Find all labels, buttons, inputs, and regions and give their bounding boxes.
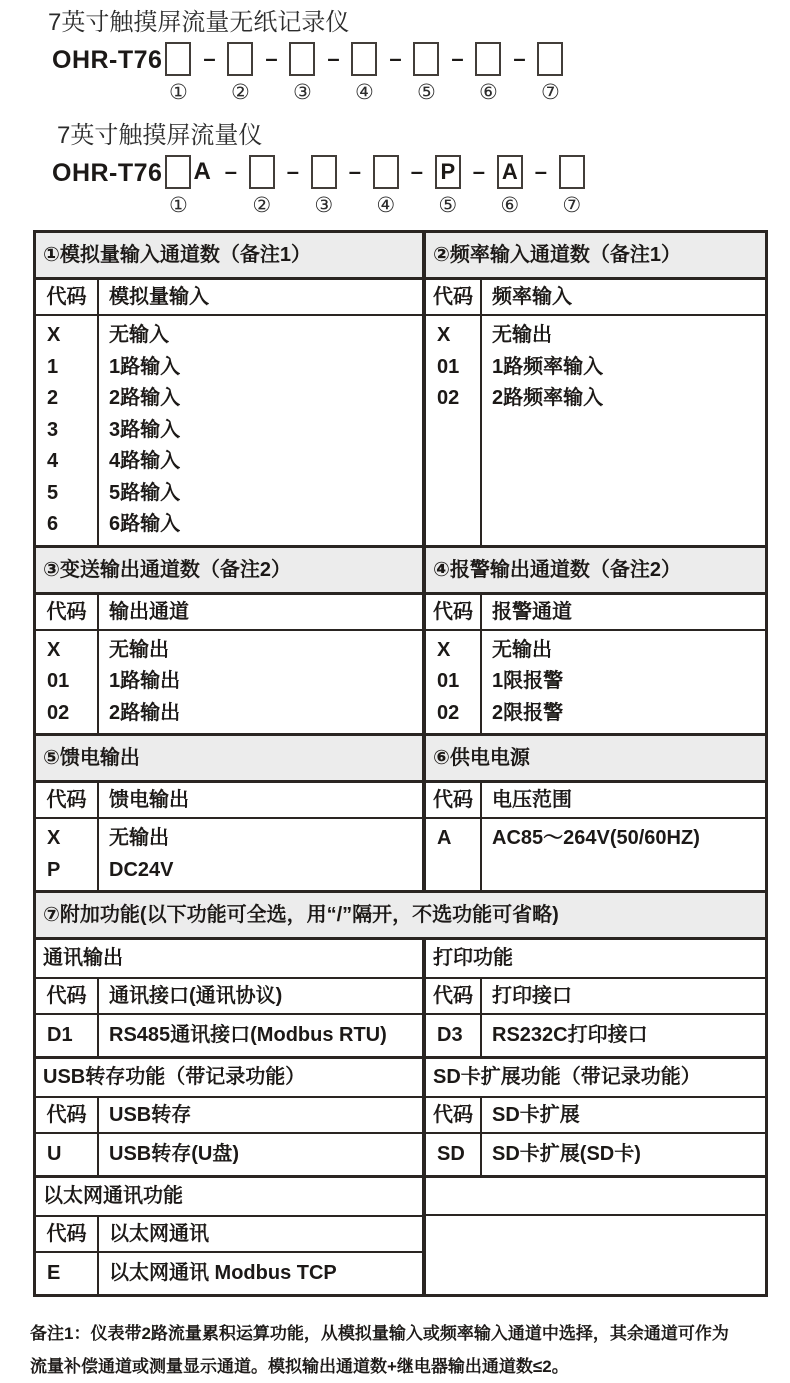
column-header-row [36, 280, 422, 316]
desc-value: 无输出 [109, 827, 169, 849]
subsection-title: 打印功能 [426, 940, 765, 979]
desc-value: 3路输入 [109, 418, 181, 441]
desc-header-cell: 打印接口 [492, 985, 572, 1007]
desc-header-cell: 通讯接口(通讯协议) [109, 985, 283, 1007]
subsection-sd-card [426, 1059, 765, 1175]
data-area [426, 819, 765, 890]
order-table [33, 230, 768, 1297]
data-area [426, 631, 765, 734]
code-value: E [47, 1262, 61, 1284]
desc-value: DC24V [109, 858, 174, 881]
code-value: 01 [437, 670, 460, 692]
model-prefix: OHR-T76 [52, 159, 163, 187]
code-list [426, 819, 482, 890]
desc-value: 1限报警 [492, 670, 564, 692]
model-dash: – [265, 46, 278, 71]
page [0, 8, 790, 1376]
model-segment [537, 42, 563, 105]
column-header-row [426, 1098, 765, 1134]
model-dash: – [389, 46, 402, 71]
code-list [426, 631, 482, 734]
code-value: 01 [47, 670, 70, 692]
code-header-cell: 代码 [426, 979, 482, 1013]
section-title: ⑥供电电源 [426, 736, 765, 783]
desc-value: USB转存(U盘) [109, 1143, 239, 1165]
desc-list [99, 1134, 422, 1175]
section-transmit-output [36, 548, 426, 734]
model-box [165, 42, 191, 76]
table-subsection-ethernet [36, 1175, 765, 1294]
desc-header-cell: 以太网通讯 [109, 1223, 209, 1245]
model-dash: – [534, 159, 547, 184]
desc-header-cell: 馈电输出 [109, 789, 189, 811]
model-segment [289, 42, 315, 105]
position-label: ② [252, 194, 272, 217]
desc-value: 2路输入 [109, 387, 181, 409]
column-header-row [426, 280, 765, 316]
model-segment [475, 42, 501, 105]
model-prefix: OHR-T76 [52, 46, 163, 74]
model-suffix-letter: A [193, 158, 211, 185]
code-value: 01 [437, 355, 460, 378]
subsection-ethernet-comm [36, 1178, 426, 1294]
data-area [36, 1134, 422, 1175]
model-dash: – [327, 46, 340, 71]
model-segment [435, 155, 461, 218]
model-segment [227, 42, 253, 105]
desc-list [482, 819, 765, 890]
product-title: 7英寸触摸屏流量无纸记录仪 [48, 9, 350, 36]
subsection-comm-output [36, 940, 426, 1056]
model-box [413, 42, 439, 76]
table-section-5-6 [36, 733, 765, 890]
desc-list [482, 1015, 765, 1056]
code-value: 6 [47, 513, 59, 535]
desc-value: 2限报警 [492, 701, 564, 724]
desc-header-cell: 电压范围 [492, 789, 572, 811]
code-value: X [47, 638, 61, 661]
model-segment [311, 155, 337, 218]
model-segment [497, 155, 523, 218]
column-header-row [36, 979, 422, 1015]
model-box [227, 42, 253, 76]
desc-value: AC85～264V(50/60HZ) [492, 827, 700, 849]
subsection-usb-transfer [36, 1059, 426, 1175]
column-header-row [36, 783, 422, 819]
code-value: D3 [437, 1024, 463, 1046]
code-value: X [437, 638, 451, 661]
position-label: ⑤ [438, 194, 458, 217]
model-box: P [435, 155, 461, 189]
model-box [249, 155, 275, 189]
model-box [475, 42, 501, 76]
product-block-flowmeter [0, 121, 790, 218]
code-header-cell: 代码 [36, 1217, 99, 1251]
position-label: ⑥ [500, 194, 520, 217]
desc-value: 无输出 [109, 638, 169, 661]
code-list [426, 1134, 482, 1175]
desc-list [99, 631, 422, 734]
desc-list [482, 1134, 765, 1175]
desc-header-cell: SD卡扩展 [492, 1104, 580, 1126]
position-label: ① [169, 194, 188, 217]
model-segment [249, 155, 275, 218]
footnote-line: 流量补偿通道或测量显示通道。模拟输出通道数+继电器输出通道数≤2。 [30, 1357, 569, 1376]
desc-value: RS485通讯接口(Modbus RTU) [109, 1024, 387, 1046]
code-header-cell: 代码 [426, 783, 482, 817]
column-header-row [426, 979, 765, 1015]
desc-list [99, 1253, 422, 1294]
model-segment [165, 155, 191, 218]
code-header-cell: 代码 [36, 280, 99, 314]
section-title: ③变送输出通道数（备注2） [36, 548, 422, 595]
position-label: ⑤ [417, 81, 436, 104]
model-dash: – [203, 46, 216, 71]
code-value: 2 [47, 387, 59, 409]
model-segment [559, 155, 585, 218]
table-subsection-usb-sd [36, 1056, 765, 1175]
code-header-cell: 代码 [36, 783, 99, 817]
desc-header-cell: 模拟量输入 [109, 286, 209, 308]
code-value: P [47, 858, 61, 881]
code-list [36, 631, 99, 734]
section-title: ②频率输入通道数（备注1） [426, 233, 765, 280]
column-header-row [426, 595, 765, 631]
subsection-title: USB转存功能（带记录功能） [36, 1059, 422, 1098]
position-label: ⑦ [541, 81, 560, 104]
position-label: ⑦ [562, 194, 582, 217]
model-box [537, 42, 563, 76]
desc-list [99, 316, 422, 545]
position-label: ③ [293, 81, 312, 104]
section-power-supply [426, 736, 765, 890]
section-title: ④报警输出通道数（备注2） [426, 548, 765, 595]
code-value: 02 [437, 701, 460, 724]
desc-header-cell: 频率输入 [492, 286, 572, 308]
code-value: SD [437, 1143, 465, 1165]
desc-value: 无输出 [492, 638, 552, 661]
desc-value: 6路输入 [109, 513, 181, 535]
data-area [36, 316, 422, 545]
desc-header-cell: 报警通道 [492, 600, 572, 623]
product-title: 7英寸触摸屏流量仪 [57, 122, 263, 149]
column-header-row [36, 595, 422, 631]
subsection-title: SD卡扩展功能（带记录功能） [426, 1059, 765, 1098]
section-title: ①模拟量输入通道数（备注1） [36, 233, 422, 280]
code-header-cell: 代码 [426, 595, 482, 629]
code-header-cell: 代码 [36, 1098, 99, 1132]
code-value: 4 [47, 450, 59, 472]
code-list [426, 1015, 482, 1056]
model-box [289, 42, 315, 76]
position-label: ① [169, 81, 188, 104]
section-analog-input [36, 233, 426, 545]
column-header-row [36, 1217, 422, 1253]
desc-value: SD卡扩展(SD卡) [492, 1143, 641, 1165]
desc-header-cell: 输出通道 [109, 600, 189, 623]
model-dash: – [472, 159, 485, 184]
code-value: A [437, 827, 452, 849]
section-alarm-output [426, 548, 765, 734]
desc-value: 以太网通讯 Modbus TCP [109, 1262, 337, 1284]
subsection-empty [426, 1178, 765, 1294]
code-list [36, 1253, 99, 1294]
desc-list [482, 316, 765, 545]
section-frequency-input [426, 233, 765, 545]
code-value: 02 [47, 701, 70, 724]
code-list [36, 316, 99, 545]
table-section-3-4 [36, 545, 765, 734]
desc-list [482, 631, 765, 734]
code-header-cell: 代码 [36, 979, 99, 1013]
code-value: 1 [47, 355, 59, 378]
code-list [36, 819, 99, 890]
code-list [36, 1134, 99, 1175]
desc-header-cell: USB转存 [109, 1104, 192, 1126]
position-label: ④ [355, 81, 374, 104]
model-box [165, 155, 191, 189]
position-label: ② [231, 81, 250, 104]
model-row [52, 42, 790, 105]
desc-value: 1路输入 [109, 355, 181, 378]
code-value: X [47, 827, 61, 849]
model-dash: – [348, 159, 361, 184]
code-value: D1 [47, 1024, 73, 1046]
data-area [426, 1015, 765, 1056]
section-feed-output [36, 736, 426, 890]
position-label: ⑥ [479, 81, 498, 104]
code-value: 5 [47, 481, 59, 504]
empty-cell [426, 1178, 765, 1216]
section-title: ⑤馈电输出 [36, 736, 422, 783]
desc-value: 1路频率输入 [492, 355, 604, 378]
subsection-print-function [426, 940, 765, 1056]
desc-value: RS232C打印接口 [492, 1024, 648, 1046]
model-box [351, 42, 377, 76]
data-area [36, 631, 422, 734]
desc-value: 2路频率输入 [492, 387, 604, 409]
desc-list [99, 819, 422, 890]
section-title-additional-functions: ⑦附加功能(以下功能可全选，用“/”隔开，不选功能可省略) [36, 890, 765, 940]
model-box: A [497, 155, 523, 189]
subsection-title: 通讯输出 [36, 940, 422, 979]
model-box [559, 155, 585, 189]
code-value: U [47, 1143, 62, 1165]
desc-list [99, 1015, 422, 1056]
data-area [36, 819, 422, 890]
desc-value: 4路输入 [109, 450, 181, 472]
code-header-cell: 代码 [426, 1098, 482, 1132]
footnote [30, 1317, 760, 1383]
model-segment [413, 42, 439, 105]
column-header-row [426, 783, 765, 819]
desc-value: 无输出 [492, 324, 552, 346]
code-value: X [437, 324, 451, 346]
position-label: ③ [314, 194, 334, 217]
table-section-1-2 [36, 233, 765, 545]
desc-value: 1路输出 [109, 670, 181, 692]
product-block-recorder [0, 8, 790, 105]
code-value: 02 [437, 387, 460, 409]
data-area [426, 1134, 765, 1175]
code-list [36, 1015, 99, 1056]
code-header-cell: 代码 [36, 595, 99, 629]
empty-cell [426, 1216, 765, 1294]
model-segment [373, 155, 399, 218]
subsection-title: 以太网通讯功能 [36, 1178, 422, 1217]
model-row [52, 155, 790, 218]
model-dash: – [286, 159, 299, 184]
model-segment [165, 42, 191, 105]
data-area [36, 1015, 422, 1056]
code-value: X [47, 324, 61, 346]
desc-value: 5路输入 [109, 481, 181, 504]
model-dash: – [224, 159, 237, 184]
footnote-line: 备注1：仪表带2路流量累积运算功能，从模拟量输入或频率输入通道中选择，其余通道可作为 [30, 1324, 729, 1343]
data-area [36, 1253, 422, 1294]
model-box [373, 155, 399, 189]
model-segment [351, 42, 377, 105]
model-dash: – [451, 46, 464, 71]
column-header-row [36, 1098, 422, 1134]
data-area [426, 316, 765, 545]
position-label: ④ [376, 194, 396, 217]
code-value: 3 [47, 418, 59, 441]
model-dash: – [410, 159, 423, 184]
desc-value: 无输入 [109, 324, 169, 346]
model-box [311, 155, 337, 189]
model-dash: – [513, 46, 526, 71]
desc-value: 2路输出 [109, 701, 181, 724]
code-list [426, 316, 482, 545]
table-subsection-comm-print [36, 940, 765, 1056]
code-header-cell: 代码 [426, 280, 482, 314]
